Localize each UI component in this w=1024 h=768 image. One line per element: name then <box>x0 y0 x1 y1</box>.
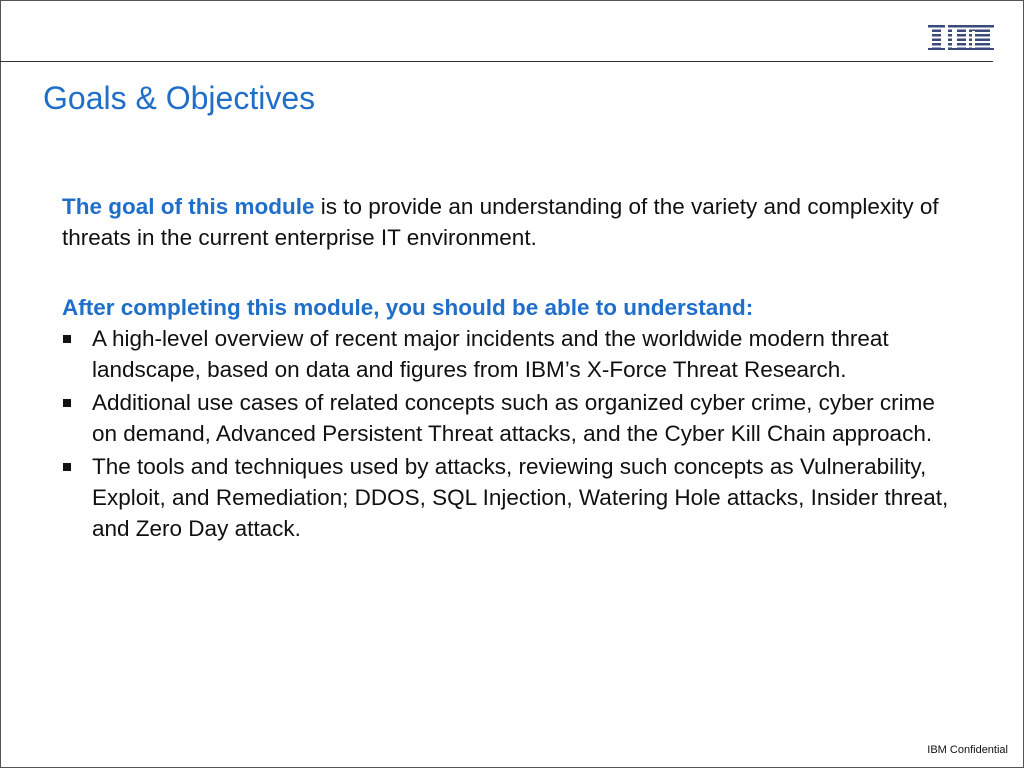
list-item <box>62 387 962 449</box>
list-item-text: The tools and techniques used by attacks, reviewing such concepts as Vulnerability, Exploit, and Remediation; DDOS, SQL Injection, Watering Hole attacks, Insider threat, and Zero Day attack. <box>92 454 949 541</box>
ibm-logo <box>928 25 994 51</box>
slide-title: Goals & Objectives <box>43 80 316 116</box>
footer-confidential: IBM Confidential <box>927 744 1008 756</box>
list-item-text: A high-level overview of recent major incidents and the worldwide modern threat landscape, based on data and figures from IBM’s X-Force Threat Research. <box>92 326 889 382</box>
bullet-square-icon <box>63 399 71 407</box>
intro-highlight: The goal of this module <box>62 194 315 219</box>
objectives-list <box>62 323 962 544</box>
bullet-square-icon <box>63 463 71 471</box>
list-item-text: Additional use cases of related concepts such as organized cyber crime, cyber crime on demand, Advanced Persistent Threat attacks, and the Cyber Kill Chain approach. <box>92 390 935 446</box>
objectives-heading: After completing this module, you should be able to understand: <box>62 295 754 320</box>
slide-body <box>62 191 962 546</box>
list-item <box>62 451 962 544</box>
header-divider <box>0 61 993 62</box>
intro-text: is to provide an understanding of the variety and complexity of threats in the current enterprise IT environment. <box>62 194 939 250</box>
list-item <box>62 323 962 385</box>
intro-paragraph <box>62 191 962 253</box>
bullet-square-icon <box>63 335 71 343</box>
